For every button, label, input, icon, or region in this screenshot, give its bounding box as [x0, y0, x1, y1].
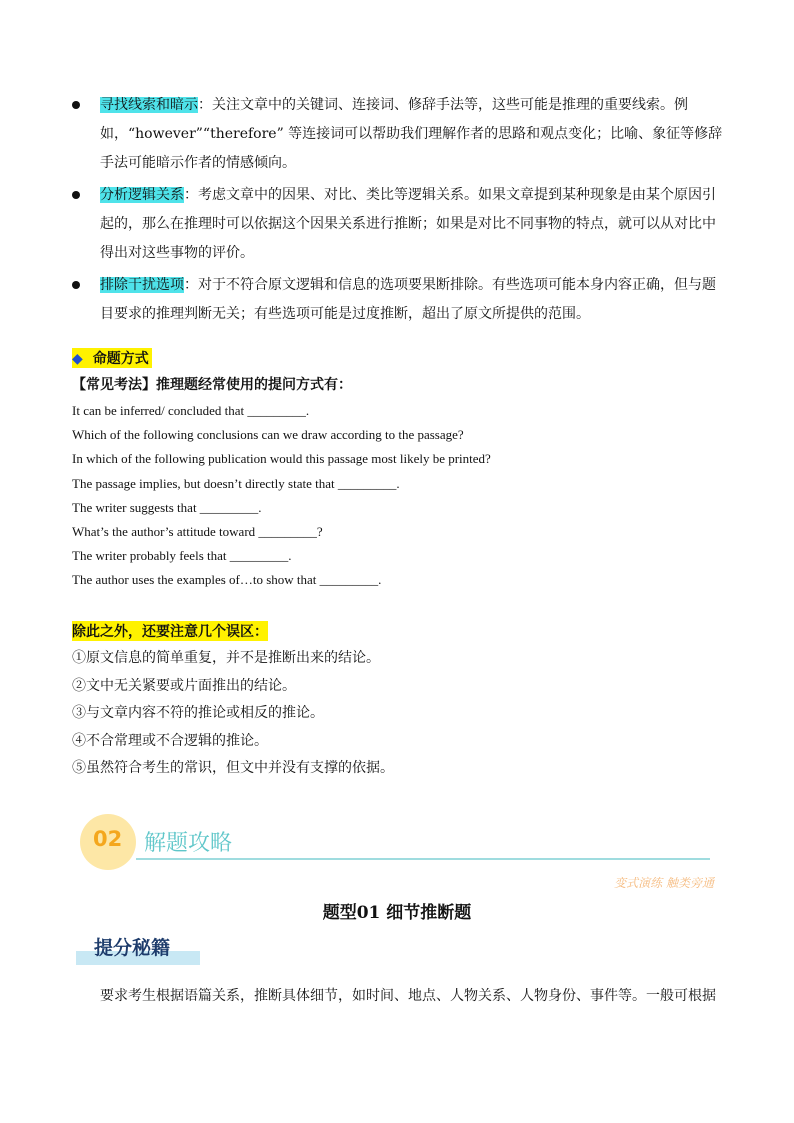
bullet-key: 分析逻辑关系 [100, 187, 184, 203]
bullet-item-3 [72, 271, 724, 329]
question-stem: In which of the following publication would this passage most likely be printed? [72, 451, 491, 467]
bullet-item-1 [72, 91, 724, 178]
body-paragraph: 要求考生根据语篇关系，推断具体细节，如时间、地点、人物关系、人物身份、事件等。一般可根据 [100, 988, 716, 1004]
diamond-icon: ◆ [72, 351, 83, 367]
mistakes-title: 除此之外，还要注意几个误区： [72, 621, 268, 641]
mistake-item: ⑤虽然符合考生的常识，但文中并没有支撑的依据。 [72, 760, 394, 776]
section-divider [136, 858, 710, 860]
mistake-item: ②文中无关紧要或片面推出的结论。 [72, 677, 296, 694]
question-stem: The writer suggests that _________. [72, 499, 262, 515]
mistakes-list [72, 645, 394, 783]
common-methods-title: 【常见考法】推理题经常使用的提问方式有： [72, 377, 352, 393]
bullet-text: ：关注文章中的关键词、连接词、修辞手法等，这些可能是推理的重要线索。例如，“however”“therefore” 等连接词可以帮助我们理解作者的思路和观点变化；比喻、象征等修辞手法可能暗示作者的情感倾向。 [100, 97, 723, 171]
bullet-text: ：对于不符合原文逻辑和信息的选项要果断排除。有些选项可能本身内容正确，但与题目要求的推理判断无关；有些选项可能是过度推断，超出了原文所提供的范围。 [100, 277, 716, 322]
section-title: 解题攻略 [144, 831, 233, 856]
question-stem: What’s the author’s attitude toward _________? [72, 524, 323, 540]
bullet-dot [72, 281, 80, 289]
question-stem: The passage implies, but doesn’t directly state that _________. [72, 475, 400, 491]
mistake-item: ③与文章内容不符的推论或相反的推论。 [72, 705, 324, 721]
question-stem: The writer probably feels that _________. [72, 548, 292, 564]
question-stem: Which of the following conclusions can we draw according to the passage? [72, 427, 464, 443]
question-stem: It can be inferred/ concluded that _________. [72, 403, 310, 418]
bullet-key: 寻找线索和暗示 [100, 97, 198, 113]
tips-label-text: 提分秘籍 [94, 937, 171, 959]
tips-label [76, 931, 200, 967]
mistake-item: ①原文信息的简单重复，并不是推断出来的结论。 [72, 650, 380, 666]
question-stem-list [72, 399, 491, 593]
section-header [80, 812, 710, 872]
question-type-title: 题型01 细节推断题 [322, 903, 472, 923]
section-subtitle: 变式演练 触类旁通 [614, 876, 714, 890]
bullet-key: 排除干扰选项 [100, 277, 184, 293]
bullet-dot [72, 191, 80, 199]
bullet-dot [72, 101, 80, 109]
bullet-text: ：考虑文章中的因果、对比、类比等逻辑关系。如果文章提到某种现象是由某个原因引起的，那么在推理时可以依据这个因果关系进行推断；如果是对比不同事物的特点，就可以从对比中得出对这些事物的评价。 [100, 187, 716, 261]
section-heading [72, 348, 152, 368]
question-stem: The author uses the examples of…to show that _________. [72, 572, 382, 588]
bullet-item-2 [72, 181, 724, 268]
section-number: 02 [93, 827, 123, 851]
section-heading-text: 命题方式 [92, 351, 149, 367]
mistake-item: ④不合常理或不合逻辑的推论。 [72, 732, 268, 749]
